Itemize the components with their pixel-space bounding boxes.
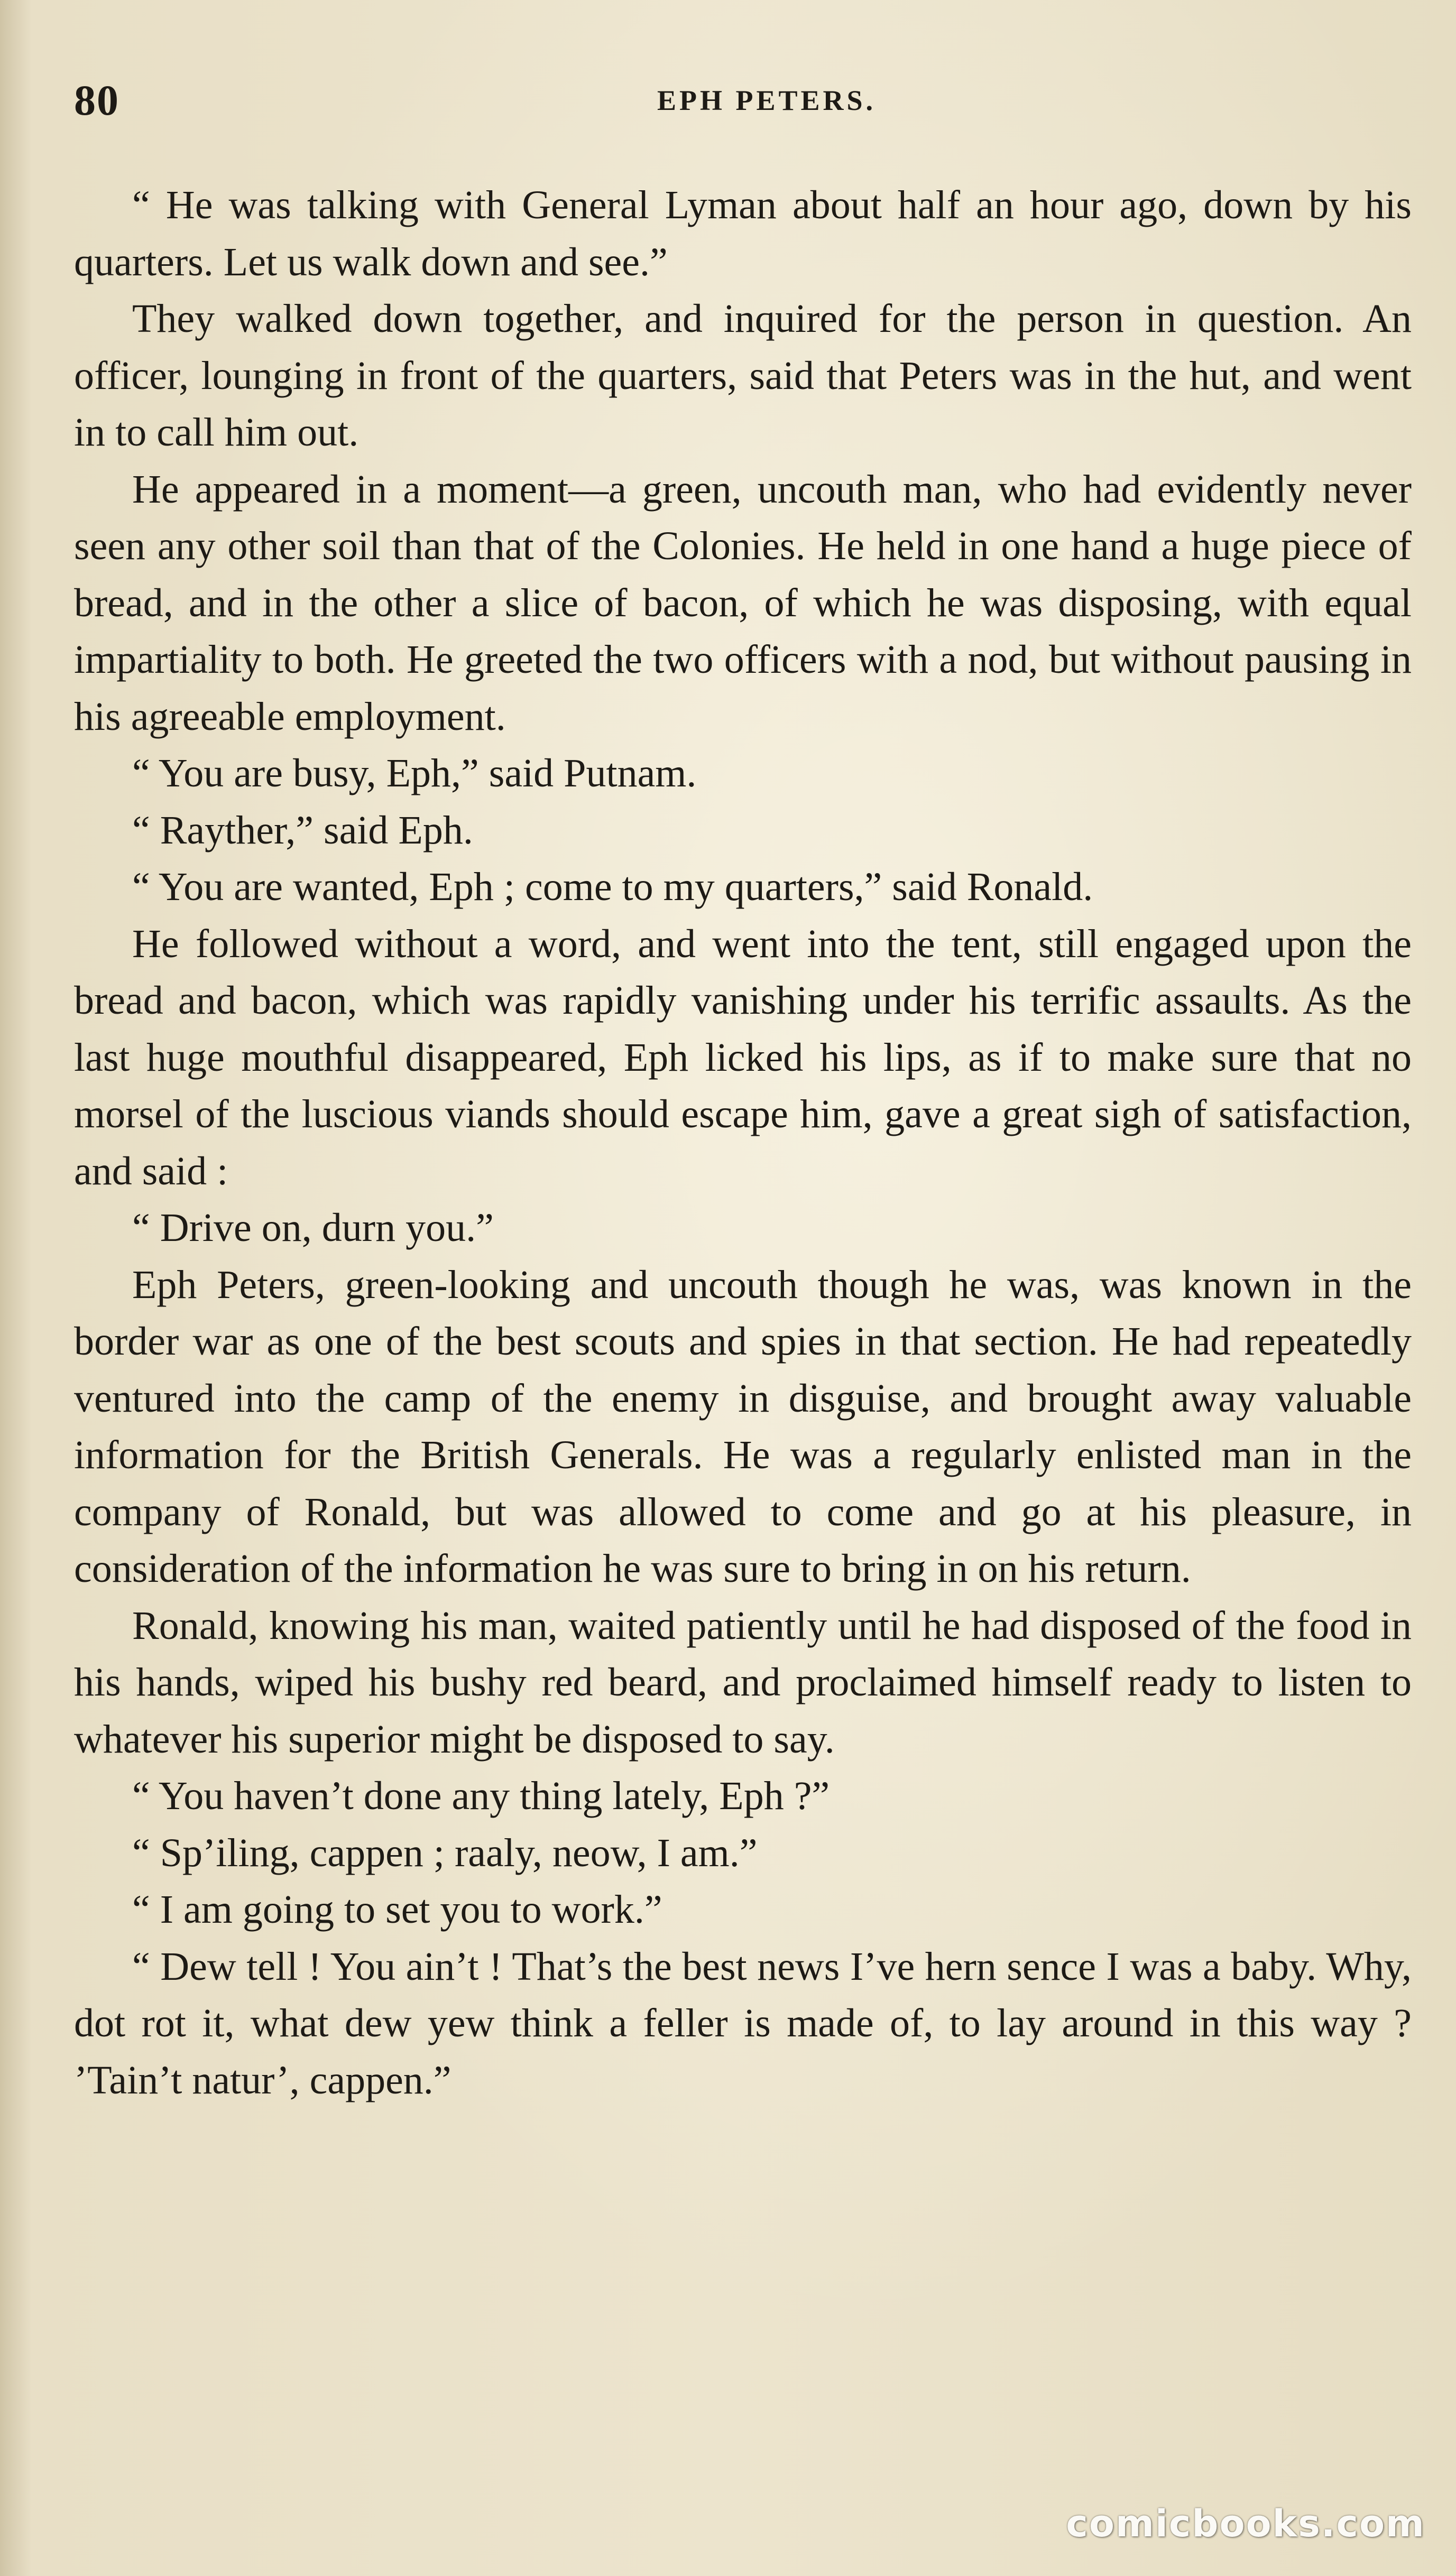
paragraph: Ronald, knowing his man, waited patiently until he had disposed of the food in his hands, wiped his bushy red beard, and proclaimed himself ready to listen to whatever his superior might be disposed to say.: [74, 1603, 1412, 1762]
paragraph: “ You are busy, Eph,” said Putnam.: [132, 751, 697, 795]
page-header: [74, 71, 1417, 129]
paragraph: “ You haven’t done any thing lately, Eph ?”: [132, 1774, 830, 1818]
paragraph: “ Dew tell ! You ain’t ! That’s the best news I’ve hern sence I was a baby. Why, dot rot it, what dew yew think a feller is made of, to lay around in this way ? ’Tain’t natur’, cappen.”: [74, 1944, 1412, 2102]
paragraph: “ You are wanted, Eph ; come to my quarters,” said Ronald.: [132, 865, 1093, 909]
paragraph: He followed without a word, and went into the tent, still engaged upon the bread and bacon, which was rapidly vanishing under his terrific assaults. As the last huge mouthful disappeared, Eph licked his lips, as if to make sure that no morsel of the luscious viands should escape him, gave a great sigh of satisfaction, and said :: [74, 921, 1412, 1193]
paragraph: “ He was talking with General Lyman about half an hour ago, down by his quarters. Let us walk down and see.”: [74, 183, 1412, 284]
page-number: 80: [74, 76, 119, 124]
running-head: EPH PETERS.: [657, 85, 877, 116]
paragraph: Eph Peters, green-looking and uncouth though he was, was known in the border war as one of the best scouts and spies in that section. He had repeatedly ventured into the camp of the enemy in disguise, and brought away valuable information for the British Generals. He was a regularly enlisted man in the company of Ronald, but was allowed to come and go at his pleasure, in consideration of the information he was sure to bring in on his return.: [74, 1262, 1412, 1591]
paragraph: “ Drive on, durn you.”: [132, 1206, 494, 1250]
paragraph: “ I am going to set you to work.”: [132, 1887, 662, 1932]
paragraph: “ Rayther,” said Eph.: [132, 808, 473, 853]
body-text: [74, 177, 1412, 2109]
paragraph: He appeared in a moment—a green, uncouth man, who had evidently never seen any other soil than that of the Colonies. He held in one hand a huge piece of bread, and in the other a slice of bacon, of which he was disposing, with equal impartiality to both. He greeted the two officers with a nod, but without pausing in his agreeable employment.: [74, 467, 1412, 739]
watermark: comicbooks.com: [1066, 2502, 1425, 2545]
paragraph: They walked down together, and inquired for the person in question. An officer, lounging in front of the quarters, said that Peters was in the hut, and went in to call him out.: [74, 296, 1412, 455]
paragraph: “ Sp’iling, cappen ; raaly, neow, I am.”: [132, 1830, 758, 1875]
